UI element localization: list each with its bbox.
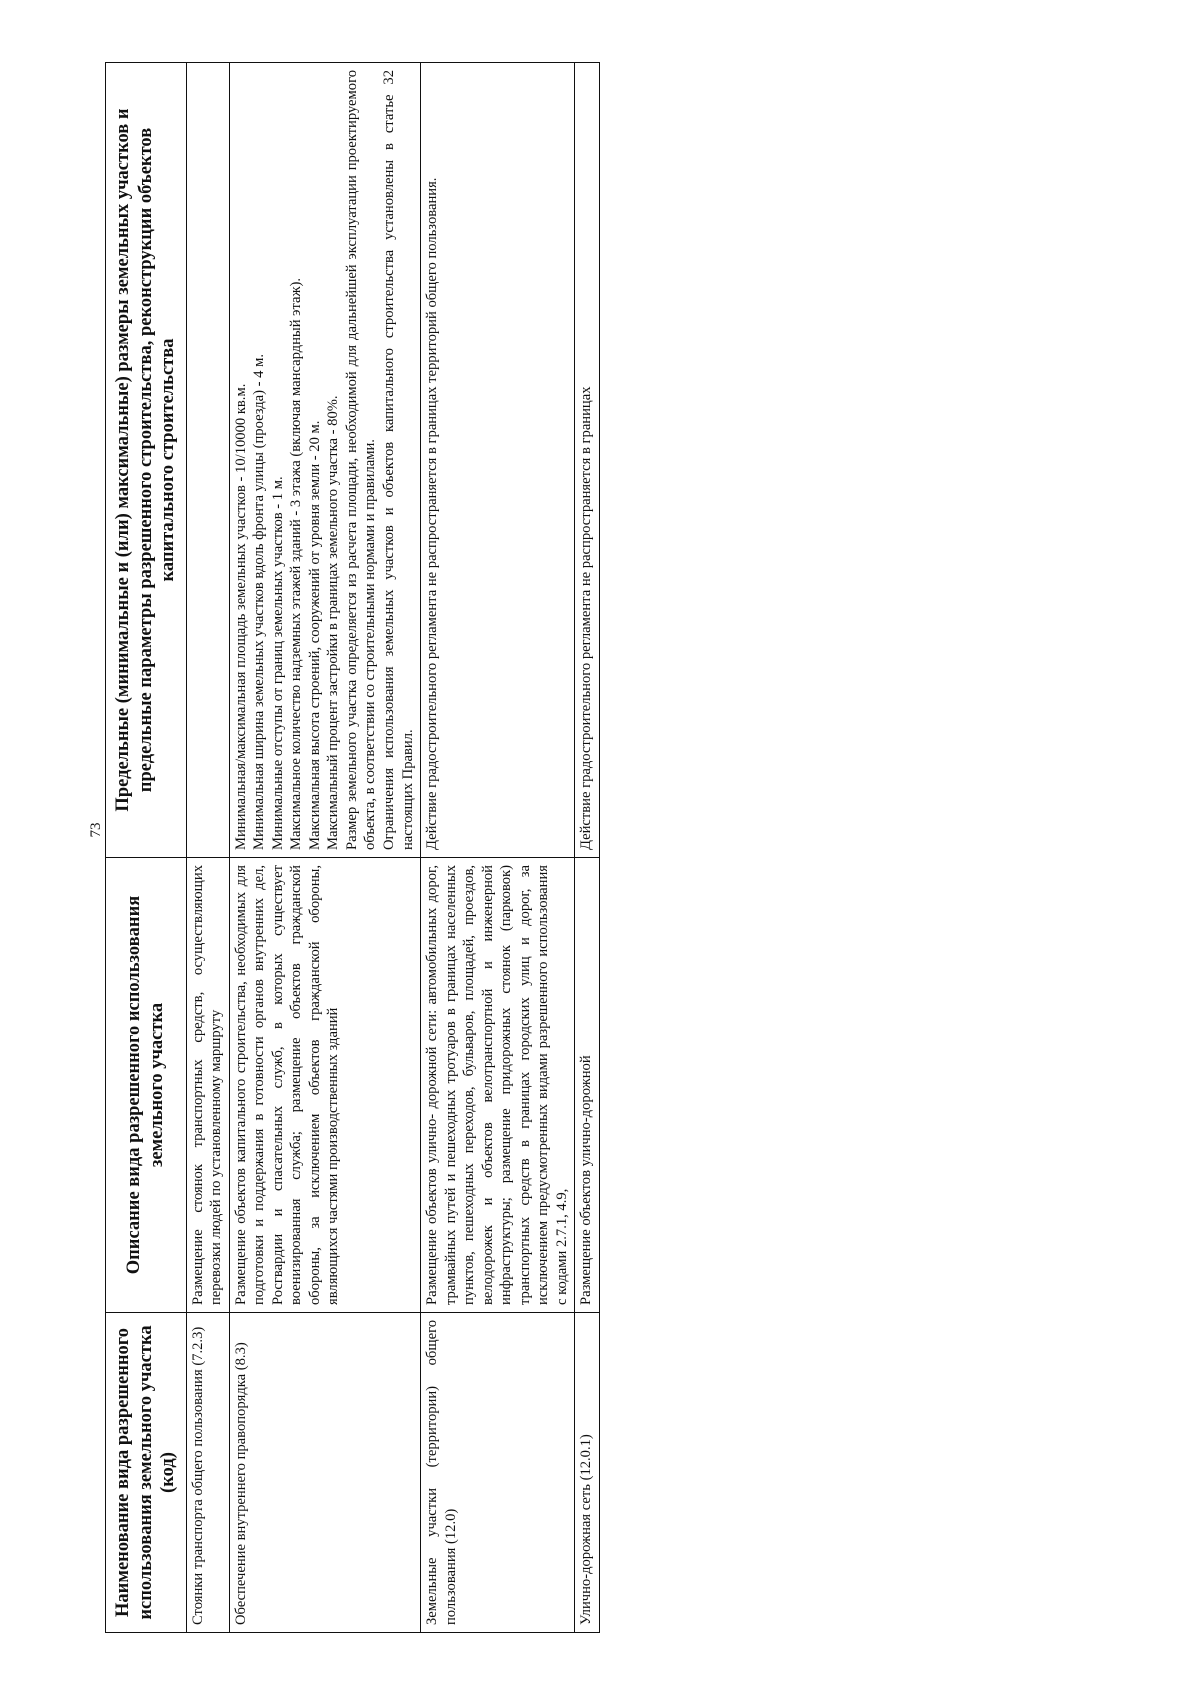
cell-use-description: Размещение объектов улично- дорожной сети: автомобильных дорог, трамвайных путей и пешеходных тротуаров в границах населенных пунктов, пешеходных переходов, бульваров, площадей, проездов, велодорожек и объектов велотранспортной и инженерной инфраструктуры; размещение придорожных стоянок (парковок) транспортных средств в границах городских улиц и дорог, за исключением предусмотренных видами разрешенного использования с кодами 2.7.1, 4.9, bbox=[421, 858, 575, 1313]
cell-use-name: Улично-дорожная сеть (12.0.1) bbox=[575, 1313, 600, 1633]
parameter-line: Минимальная/максимальная площадь земельных участков - 10/10000 кв.м. bbox=[232, 383, 249, 850]
cell-use-description: Размещение объектов капитального строительства, необходимых для подготовки и поддержания в готовности органов внутренних дел, Росгвардии и спасательных служб, в которых существует военизированная служба; размещение объектов гражданской обороны, за исключением объектов гражданской обороны, являющихся частями производственных зданий bbox=[229, 858, 420, 1313]
parameter-line: Размер земельного участка определяется из расчета площади, необходимой для дальнейшей эксплуатации проектируемого объекта, в соответствии со строительными нормами и правилами. bbox=[343, 70, 379, 850]
table-row bbox=[421, 63, 575, 1633]
rotated-table-container bbox=[105, 63, 1095, 1633]
cell-use-name: Стоянки транспорта общего пользования (7.2.3) bbox=[186, 1313, 229, 1633]
table-row bbox=[229, 63, 420, 1633]
header-permitted-use-description: Описание вида разрешенного использования земельного участка bbox=[106, 858, 187, 1313]
cell-use-name: Земельные участки (территории) общего пользования (12.0) bbox=[421, 1313, 575, 1633]
table-header-row bbox=[106, 63, 187, 1633]
cell-use-description: Размещение объектов улично-дорожной bbox=[575, 858, 600, 1313]
parameter-line: Минимальные отступы от границ земельных участков - 1 м. bbox=[269, 476, 286, 850]
table-row bbox=[186, 63, 229, 1633]
parameter-line: Максимальный процент застройки в границах земельного участка - 80%. bbox=[325, 395, 342, 850]
cell-parameters bbox=[186, 63, 229, 858]
header-permitted-use-name: Наименование вида разрешенного использования земельного участка (код) bbox=[106, 1313, 187, 1633]
parameter-line: Минимальная ширина земельных участков вдоль фронта улицы (проезда) - 4 м. bbox=[251, 354, 268, 850]
header-limit-parameters: Предельные (минимальные и (или) максимальные) размеры земельных участков и предельные параметры разрешенного строительства, реконструкции объектов капитального строительства bbox=[106, 63, 187, 858]
cell-parameters bbox=[421, 63, 575, 858]
parameter-line: Действие градостроительного регламента не распространяется в границах территорий общего пользования. bbox=[424, 177, 441, 850]
parameter-line: Максимальная высота строений, сооружений от уровня земли - 20 м. bbox=[306, 420, 323, 850]
page-number: 73 bbox=[88, 822, 104, 838]
cell-parameters bbox=[575, 63, 600, 858]
table-row bbox=[575, 63, 600, 1633]
cell-use-description: Размещение стоянок транспортных средств, осуществляющих перевозки людей по установленному маршруту bbox=[186, 858, 229, 1313]
parameter-line: Максимальное количество надземных этажей зданий - 3 этажа (включая мансардный этаж). bbox=[288, 277, 305, 850]
cell-parameters bbox=[229, 63, 420, 858]
parameter-line: Ограничения использования земельных участков и объектов капитального строительства установлены в статье 32 настоящих Правил. bbox=[381, 70, 416, 850]
regulations-table bbox=[105, 62, 600, 1633]
parameter-line: Действие градостроительного регламента не распространяется в границах bbox=[578, 386, 595, 850]
cell-use-name: Обеспечение внутреннего правопорядка (8.3) bbox=[229, 1313, 420, 1633]
